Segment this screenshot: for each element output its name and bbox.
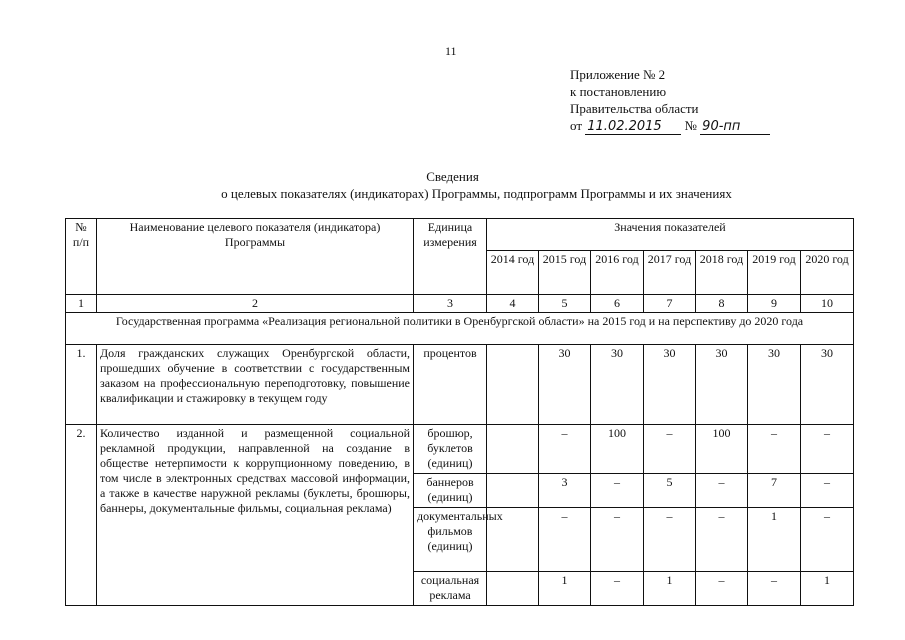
header-year: 2016 год [591, 251, 644, 295]
index-cell: 3 [414, 295, 487, 313]
header-year: 2014 год [487, 251, 539, 295]
value-cell: – [591, 508, 644, 572]
index-cell: 8 [696, 295, 748, 313]
value-cell [487, 345, 539, 425]
header-year: 2017 год [644, 251, 696, 295]
index-cell: 9 [748, 295, 801, 313]
row-num: 1. [66, 345, 97, 425]
indicators-table [65, 218, 854, 606]
approval-line-2: к постановлению [570, 84, 667, 99]
page-number: 11 [445, 44, 457, 58]
header-year: 2018 год [696, 251, 748, 295]
value-cell: 30 [801, 345, 854, 425]
index-cell: 5 [539, 295, 591, 313]
approval-line-3: Правительства области [570, 101, 699, 116]
header-year: 2020 год [801, 251, 854, 295]
value-cell: 100 [696, 425, 748, 474]
value-cell: 5 [644, 474, 696, 508]
approval-line-1: Приложение № 2 [570, 67, 666, 82]
value-cell: – [696, 474, 748, 508]
approval-line-4 [570, 117, 770, 135]
value-cell: 7 [748, 474, 801, 508]
heading-title: Сведения [426, 169, 479, 184]
value-cell: – [696, 572, 748, 606]
value-cell: – [591, 474, 644, 508]
value-cell: – [539, 425, 591, 474]
value-cell: 1 [644, 572, 696, 606]
document-heading [0, 168, 905, 202]
value-cell: – [801, 474, 854, 508]
row-name: Доля гражданских служащих Оренбургской области, прошедших обучение в соответствии с государственным заказом на профессиональную переподготовку, повышение квалификации и стажировку в текущем году [97, 345, 414, 425]
header-unit: Единица измерения [414, 219, 487, 295]
value-cell: – [748, 425, 801, 474]
index-cell: 4 [487, 295, 539, 313]
index-cell: 10 [801, 295, 854, 313]
header-values: Значения показателей [487, 219, 854, 251]
header-num: № п/п [66, 219, 97, 295]
value-cell: 1 [539, 572, 591, 606]
value-cell: 30 [539, 345, 591, 425]
section-title: Государственная программа «Реализация региональной политики в Оренбургской области» на 2015 год и на перспективу до 2020 года [66, 313, 854, 345]
index-cell: 7 [644, 295, 696, 313]
number-label: № [684, 118, 697, 133]
value-cell: – [801, 425, 854, 474]
value-cell: – [539, 508, 591, 572]
from-label: от [570, 118, 583, 133]
value-cell [487, 474, 539, 508]
value-cell: 30 [644, 345, 696, 425]
table-row [66, 345, 854, 425]
value-cell: – [801, 508, 854, 572]
header-year: 2015 год [539, 251, 591, 295]
value-cell: 30 [591, 345, 644, 425]
value-cell: 30 [696, 345, 748, 425]
table-row [66, 425, 854, 474]
approval-block [570, 66, 770, 135]
index-cell: 1 [66, 295, 97, 313]
value-cell [487, 425, 539, 474]
row-num: 2. [66, 425, 97, 606]
index-cell: 6 [591, 295, 644, 313]
value-cell: 30 [748, 345, 801, 425]
row-name: Количество изданной и размещенной социальной рекламной продукции, направленной на создание в обществе нетерпимости к коррупционному поведению, в том числе в электронных средствах массовой информации, а также в качестве наружной рекламы (буклеты, брошюры, баннеры, документальные фильмы, социальная реклама) [97, 425, 414, 606]
value-cell: – [644, 508, 696, 572]
value-cell: 1 [801, 572, 854, 606]
row-unit: баннеров (единиц) [414, 474, 487, 508]
handwritten-number: 90-пп [700, 120, 770, 135]
row-unit: документальных фильмов (единиц) [414, 508, 487, 572]
index-cell: 2 [97, 295, 414, 313]
row-unit: социальная реклама [414, 572, 487, 606]
row-unit: процентов [414, 345, 487, 425]
value-cell: 1 [748, 508, 801, 572]
value-cell: 3 [539, 474, 591, 508]
heading-subtitle: о целевых показателях (индикаторах) Программы, подпрограмм Программы и их значениях [221, 186, 732, 201]
value-cell: – [748, 572, 801, 606]
handwritten-date: 11.02.2015 [585, 120, 681, 135]
header-year: 2019 год [748, 251, 801, 295]
value-cell: – [644, 425, 696, 474]
header-name: Наименование целевого показателя (индикатора) Программы [97, 219, 414, 295]
value-cell [487, 572, 539, 606]
value-cell: – [591, 572, 644, 606]
row-unit: брошюр, буклетов (единиц) [414, 425, 487, 474]
value-cell: 100 [591, 425, 644, 474]
value-cell: – [696, 508, 748, 572]
